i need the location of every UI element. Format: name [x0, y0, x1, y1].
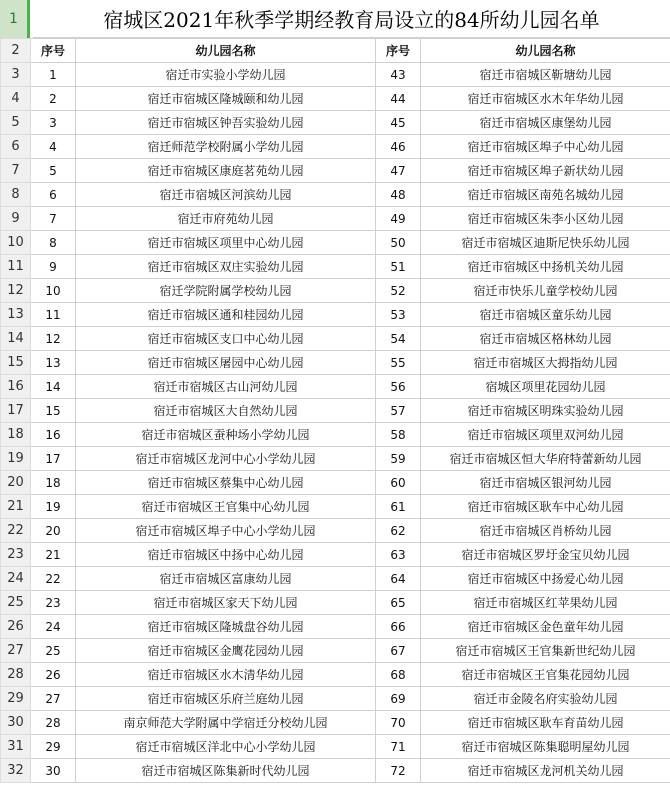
row-number[interactable]: 12 [1, 279, 31, 303]
row-number[interactable]: 9 [1, 207, 31, 231]
table-row [1, 447, 670, 471]
index-cell[interactable]: 18 [31, 471, 76, 495]
name-cell-2[interactable]: 宿迁市宿城区耿车育苗幼儿园 [421, 711, 670, 735]
index-cell-2[interactable]: 71 [376, 735, 421, 759]
table-row [1, 207, 670, 231]
index-cell-2[interactable]: 45 [376, 111, 421, 135]
table-row [1, 519, 670, 543]
name-cell[interactable]: 宿迁市府苑幼儿园 [76, 207, 376, 231]
table-row [1, 159, 670, 183]
name-cell-2[interactable]: 宿迁市宿城区康堡幼儿园 [421, 111, 670, 135]
sheet-title[interactable]: 宿城区2021年秋季学期经教育局设立的84所幼儿园名单 [33, 0, 670, 38]
row-number[interactable]: 20 [1, 471, 31, 495]
index-cell[interactable]: 14 [31, 375, 76, 399]
row-number[interactable]: 23 [1, 543, 31, 567]
name-cell-2[interactable]: 宿迁市宿城区罗圩金宝贝幼儿园 [421, 543, 670, 567]
row-number[interactable]: 21 [1, 495, 31, 519]
name-cell-2[interactable]: 宿迁市宿城区龙河机关幼儿园 [421, 759, 670, 783]
name-cell[interactable]: 宿迁市宿城区埠子中心小学幼儿园 [76, 519, 376, 543]
name-cell[interactable]: 宿迁市宿城区支口中心幼儿园 [76, 327, 376, 351]
index-cell-2[interactable]: 57 [376, 399, 421, 423]
row-number[interactable]: 17 [1, 399, 31, 423]
row-number[interactable]: 13 [1, 303, 31, 327]
name-cell-2[interactable]: 宿迁市宿城区朱李小区幼儿园 [421, 207, 670, 231]
name-cell[interactable]: 南京师范大学附属中学宿迁分校幼儿园 [76, 711, 376, 735]
title-row [0, 0, 670, 38]
table-row [1, 231, 670, 255]
name-cell-2[interactable]: 宿迁市宿城区大拇指幼儿园 [421, 351, 670, 375]
table-row [1, 759, 670, 783]
row-number[interactable]: 28 [1, 663, 31, 687]
name-cell-2[interactable]: 宿迁市宿城区肖桥幼儿园 [421, 519, 670, 543]
name-cell-2[interactable]: 宿迁市宿城区耿车中心幼儿园 [421, 495, 670, 519]
index-cell[interactable]: 23 [31, 591, 76, 615]
index-cell[interactable]: 26 [31, 663, 76, 687]
index-cell[interactable]: 6 [31, 183, 76, 207]
index-cell[interactable]: 20 [31, 519, 76, 543]
index-cell-2[interactable]: 72 [376, 759, 421, 783]
index-cell[interactable]: 15 [31, 399, 76, 423]
name-cell[interactable]: 宿迁市实验小学幼儿园 [76, 63, 376, 87]
index-cell-2[interactable]: 54 [376, 327, 421, 351]
name-cell[interactable]: 宿迁市宿城区蚕种场小学幼儿园 [76, 423, 376, 447]
name-cell-2[interactable]: 宿迁市宿城区金色童年幼儿园 [421, 615, 670, 639]
index-cell-2[interactable]: 43 [376, 63, 421, 87]
index-cell-2[interactable]: 55 [376, 351, 421, 375]
index-cell-2[interactable]: 69 [376, 687, 421, 711]
table-row [1, 471, 670, 495]
kindergarten-table [0, 38, 670, 783]
row-number[interactable]: 27 [1, 639, 31, 663]
index-cell[interactable]: 25 [31, 639, 76, 663]
name-cell[interactable]: 宿迁市宿城区双庄实验幼儿园 [76, 255, 376, 279]
name-cell[interactable]: 宿迁学院附属学校幼儿园 [76, 279, 376, 303]
name-cell[interactable]: 宿迁市宿城区乐府兰庭幼儿园 [76, 687, 376, 711]
index-cell-2[interactable]: 61 [376, 495, 421, 519]
row-number[interactable]: 26 [1, 615, 31, 639]
index-cell[interactable]: 29 [31, 735, 76, 759]
name-cell[interactable]: 宿迁市宿城区金鹰花园幼儿园 [76, 639, 376, 663]
name-cell[interactable]: 宿迁市宿城区钟吾实验幼儿园 [76, 111, 376, 135]
name-cell[interactable]: 宿迁市宿城区通和桂园幼儿园 [76, 303, 376, 327]
name-cell[interactable]: 宿迁市宿城区屠园中心幼儿园 [76, 351, 376, 375]
index-cell[interactable]: 5 [31, 159, 76, 183]
table-row [1, 399, 670, 423]
row-number[interactable]: 11 [1, 255, 31, 279]
name-cell-2[interactable]: 宿迁市宿城区南苑名城幼儿园 [421, 183, 670, 207]
index-cell[interactable]: 8 [31, 231, 76, 255]
index-cell[interactable]: 24 [31, 615, 76, 639]
index-cell-2[interactable]: 44 [376, 87, 421, 111]
row-number[interactable]: 22 [1, 519, 31, 543]
table-row [1, 135, 670, 159]
row-number[interactable]: 25 [1, 591, 31, 615]
index-cell[interactable]: 30 [31, 759, 76, 783]
index-cell[interactable]: 16 [31, 423, 76, 447]
header-row [1, 39, 670, 63]
column-header-name[interactable]: 幼儿园名称 [76, 39, 376, 63]
table-row [1, 255, 670, 279]
table-row [1, 687, 670, 711]
name-cell-2[interactable]: 宿迁市宿城区埠子新状幼儿园 [421, 159, 670, 183]
name-cell[interactable]: 宿迁市宿城区隆城盘谷幼儿园 [76, 615, 376, 639]
table-row [1, 351, 670, 375]
column-header-index-2[interactable]: 序号 [376, 39, 421, 63]
row-number[interactable]: 31 [1, 735, 31, 759]
row-number[interactable]: 5 [1, 111, 31, 135]
index-cell-2[interactable]: 59 [376, 447, 421, 471]
name-cell[interactable]: 宿迁市宿城区富康幼儿园 [76, 567, 376, 591]
name-cell[interactable]: 宿迁市宿城区陈集新时代幼儿园 [76, 759, 376, 783]
row-number[interactable]: 16 [1, 375, 31, 399]
index-cell-2[interactable]: 62 [376, 519, 421, 543]
table-row [1, 567, 670, 591]
name-cell-2[interactable]: 宿迁市宿城区王官集花园幼儿园 [421, 663, 670, 687]
name-cell-2[interactable]: 宿城区项里花园幼儿园 [421, 375, 670, 399]
name-cell-2[interactable]: 宿迁市宿城区靳塘幼儿园 [421, 63, 670, 87]
row-number[interactable]: 15 [1, 351, 31, 375]
name-cell-2[interactable]: 宿迁市金陵名府实验幼儿园 [421, 687, 670, 711]
name-cell-2[interactable]: 宿迁市宿城区陈集聪明屋幼儿园 [421, 735, 670, 759]
index-cell[interactable]: 17 [31, 447, 76, 471]
name-cell[interactable]: 宿迁市宿城区项里中心幼儿园 [76, 231, 376, 255]
index-cell-2[interactable]: 58 [376, 423, 421, 447]
row-number[interactable]: 19 [1, 447, 31, 471]
index-cell-2[interactable]: 53 [376, 303, 421, 327]
name-cell[interactable]: 宿迁市宿城区龙河中心小学幼儿园 [76, 447, 376, 471]
name-cell[interactable]: 宿迁市宿城区隆城颐和幼儿园 [76, 87, 376, 111]
index-cell[interactable]: 27 [31, 687, 76, 711]
index-cell[interactable]: 19 [31, 495, 76, 519]
name-cell[interactable]: 宿迁市宿城区康庭茗苑幼儿园 [76, 159, 376, 183]
row-number[interactable]: 29 [1, 687, 31, 711]
row-number[interactable]: 7 [1, 159, 31, 183]
index-cell[interactable]: 3 [31, 111, 76, 135]
row-number[interactable]: 4 [1, 87, 31, 111]
row-number[interactable]: 10 [1, 231, 31, 255]
table-row [1, 63, 670, 87]
index-cell-2[interactable]: 52 [376, 279, 421, 303]
table-row [1, 495, 670, 519]
name-cell[interactable]: 宿迁师范学校附属小学幼儿园 [76, 135, 376, 159]
row-number[interactable]: 30 [1, 711, 31, 735]
index-cell[interactable]: 21 [31, 543, 76, 567]
name-cell-2[interactable]: 宿迁市宿城区明珠实验幼儿园 [421, 399, 670, 423]
name-cell-2[interactable]: 宿迁市宿城区迪斯尼快乐幼儿园 [421, 231, 670, 255]
index-cell-2[interactable]: 60 [376, 471, 421, 495]
index-cell-2[interactable]: 56 [376, 375, 421, 399]
table-row [1, 327, 670, 351]
index-cell[interactable]: 1 [31, 63, 76, 87]
index-cell-2[interactable]: 63 [376, 543, 421, 567]
name-cell-2[interactable]: 宿迁市宿城区埠子中心幼儿园 [421, 135, 670, 159]
name-cell[interactable]: 宿迁市宿城区蔡集中心幼儿园 [76, 471, 376, 495]
table-row [1, 543, 670, 567]
name-cell-2[interactable]: 宿迁市宿城区水木年华幼儿园 [421, 87, 670, 111]
table-row [1, 591, 670, 615]
name-cell[interactable]: 宿迁市宿城区中扬中心幼儿园 [76, 543, 376, 567]
index-cell-2[interactable]: 64 [376, 567, 421, 591]
table-row [1, 663, 670, 687]
index-cell-2[interactable]: 70 [376, 711, 421, 735]
table-row [1, 303, 670, 327]
index-cell[interactable]: 13 [31, 351, 76, 375]
index-cell-2[interactable]: 66 [376, 615, 421, 639]
table-row [1, 375, 670, 399]
row-number[interactable]: 32 [1, 759, 31, 783]
index-cell-2[interactable]: 50 [376, 231, 421, 255]
table-row [1, 87, 670, 111]
index-cell[interactable]: 22 [31, 567, 76, 591]
index-cell[interactable]: 12 [31, 327, 76, 351]
table-row [1, 615, 670, 639]
table-row [1, 639, 670, 663]
row-number[interactable]: 18 [1, 423, 31, 447]
index-cell-2[interactable]: 48 [376, 183, 421, 207]
table-row [1, 279, 670, 303]
name-cell-2[interactable]: 宿迁市快乐儿童学校幼儿园 [421, 279, 670, 303]
row-number[interactable]: 2 [1, 39, 31, 63]
column-header-name-2[interactable]: 幼儿园名称 [421, 39, 670, 63]
name-cell[interactable]: 宿迁市宿城区河滨幼儿园 [76, 183, 376, 207]
name-cell-2[interactable]: 宿迁市宿城区恒大华府特蕾新幼儿园 [421, 447, 670, 471]
index-cell-2[interactable]: 65 [376, 591, 421, 615]
index-cell[interactable]: 4 [31, 135, 76, 159]
name-cell-2[interactable]: 宿迁市宿城区银河幼儿园 [421, 471, 670, 495]
index-cell[interactable]: 9 [31, 255, 76, 279]
table-row [1, 423, 670, 447]
index-cell[interactable]: 11 [31, 303, 76, 327]
table-row [1, 735, 670, 759]
table-row [1, 111, 670, 135]
name-cell-2[interactable]: 宿迁市宿城区童乐幼儿园 [421, 303, 670, 327]
name-cell-2[interactable]: 宿迁市宿城区格林幼儿园 [421, 327, 670, 351]
index-cell[interactable]: 10 [31, 279, 76, 303]
name-cell-2[interactable]: 宿迁市宿城区中扬爱心幼儿园 [421, 567, 670, 591]
index-cell-2[interactable]: 51 [376, 255, 421, 279]
name-cell[interactable]: 宿迁市宿城区大自然幼儿园 [76, 399, 376, 423]
index-cell[interactable]: 7 [31, 207, 76, 231]
name-cell-2[interactable]: 宿迁市宿城区王官集新世纪幼儿园 [421, 639, 670, 663]
row-number[interactable]: 3 [1, 63, 31, 87]
row-number[interactable]: 14 [1, 327, 31, 351]
index-cell-2[interactable]: 49 [376, 207, 421, 231]
name-cell-2[interactable]: 宿迁市宿城区中扬机关幼儿园 [421, 255, 670, 279]
row-number[interactable]: 1 [0, 0, 30, 38]
row-number[interactable]: 8 [1, 183, 31, 207]
index-cell-2[interactable]: 68 [376, 663, 421, 687]
name-cell[interactable]: 宿迁市宿城区洋北中心小学幼儿园 [76, 735, 376, 759]
index-cell-2[interactable]: 67 [376, 639, 421, 663]
column-header-index[interactable]: 序号 [31, 39, 76, 63]
index-cell[interactable]: 28 [31, 711, 76, 735]
table-row [1, 183, 670, 207]
name-cell[interactable]: 宿迁市宿城区家天下幼儿园 [76, 591, 376, 615]
name-cell[interactable]: 宿迁市宿城区古山河幼儿园 [76, 375, 376, 399]
name-cell-2[interactable]: 宿迁市宿城区项里双河幼儿园 [421, 423, 670, 447]
row-number[interactable]: 6 [1, 135, 31, 159]
table-row [1, 711, 670, 735]
index-cell-2[interactable]: 47 [376, 159, 421, 183]
name-cell[interactable]: 宿迁市宿城区水木清华幼儿园 [76, 663, 376, 687]
row-number[interactable]: 24 [1, 567, 31, 591]
name-cell[interactable]: 宿迁市宿城区王官集中心幼儿园 [76, 495, 376, 519]
name-cell-2[interactable]: 宿迁市宿城区红苹果幼儿园 [421, 591, 670, 615]
index-cell[interactable]: 2 [31, 87, 76, 111]
index-cell-2[interactable]: 46 [376, 135, 421, 159]
